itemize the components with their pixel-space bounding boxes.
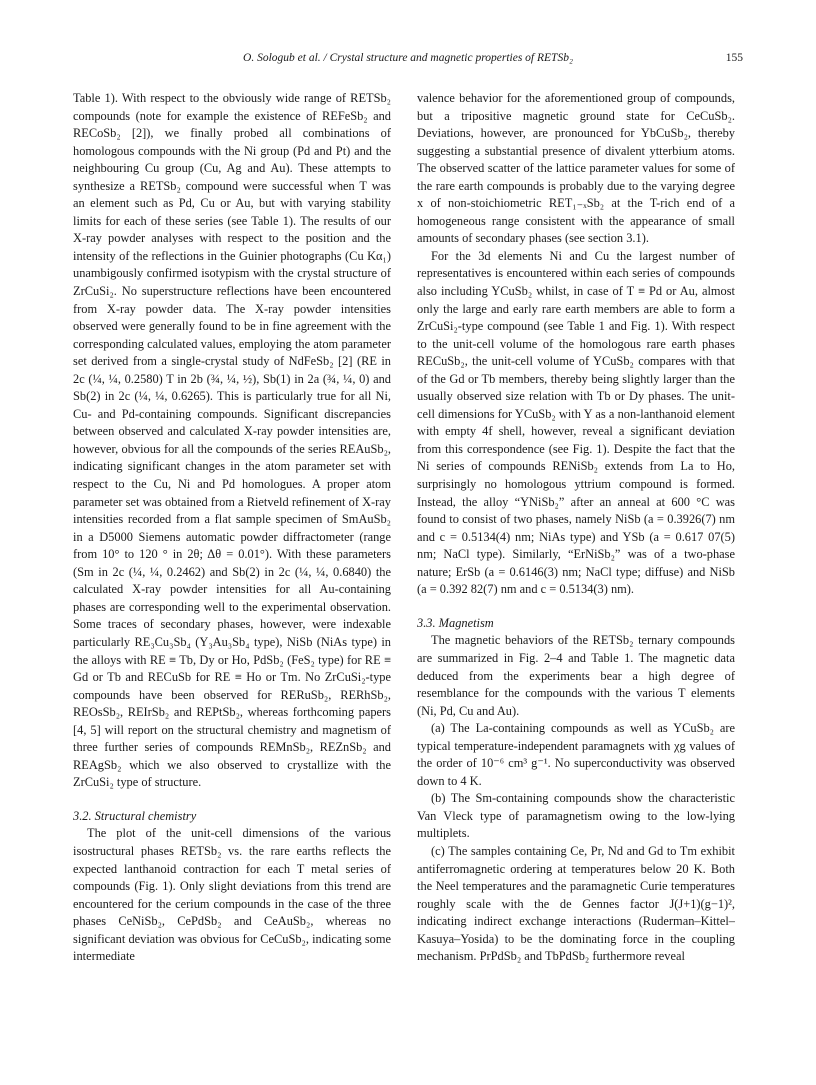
paragraph: valence behavior for the aforementioned group of compounds, but a tripositive magnetic ground state for CeCuSb₂. Deviations, however, are pronounced for YbCuSb₂, thereby suggesting a substantial presence of divalent ytterbium atoms. The observed scatter of the lattice parameter values for some of the rare earth compounds is probably due to the varying degree x of non-stoichiometric RET₁₋ₓSb₂ at the T-rich end of a homogeneous range consistent with the appearance of small amounts of secondary phases (see section 3.1). — [417, 91, 735, 246]
page-number: 155 — [725, 52, 743, 64]
paragraph: (b) The Sm-containing compounds show the characteristic Van Vleck type of paramagnetism owing to the low-lying multiplets. — [417, 791, 735, 841]
running-header — [73, 52, 743, 72]
paragraph: The magnetic behaviors of the RETSb₂ ternary compounds are summarized in Fig. 2–4 and Table 1. The magnetic data deduced from the experiments bear a high degree of resemblance for the compounds with the various T elements (Ni, Pd, Cu and Au). — [417, 633, 735, 718]
paragraph: For the 3d elements Ni and Cu the largest number of representatives is encountered within each series of compounds also including YCuSb₂ whilst, in case of T ≡ Pd or Au, almost only the large and early rare earth members are able to form a ZrCuSi₂-type compound (see Table 1 and Fig. 1). With respect to the unit-cell volume of the homologous rare earth phases RECuSb₂, the unit-cell volume of YCuSb₂ compares with that of the Gd or Tb members, thereby being slightly larger than the usually observed size relation with Tb or Dy phases. The unit-cell dimensions for YCuSb₂ with Y as a non-lanthanoid element with empty 4f shell, however, reveal a significant deviation from this correspondence (see Fig. 1). Despite the fact that the Ni series of compounds RENiSb₂ extends from La to Ho, surprisingly no homologous yttrium compound is formed. Instead, the alloy “YNiSb₂” after an anneal at 600 °C was found to consist of two phases, namely NiSb (a = 0.3926(7) nm and c = 0.5134(4) nm; NiAs type) and YSb (a = 0.617 07(5) nm; NaCl type). Similarly, “ErNiSb₂” was of a two-phase nature; ErSb (a = 0.6146(3) nm; NaCl type; diffuse) and NiSb (a = 0.392 82(7) nm and c = 0.5134(3) nm). — [417, 248, 735, 597]
paragraph: The plot of the unit-cell dimensions of the various isostructural phases RETSb₂ vs. the rare earths reflects the expected lanthanoid contraction for each T metal series of compounds (Fig. 1). Only slight deviations from this trend are encountered for the cerium compounds in the case of the three phases CeNiSb₂, CePdSb₂ and CeAuSb₂, whereas no significant deviation was obvious for CeCuSb₂, indicating some intermediate — [73, 826, 391, 964]
section-heading: 3.2. Structural chemistry — [73, 808, 197, 823]
paragraph: (c) The samples containing Ce, Pr, Nd and Gd to Tm exhibit antiferromagnetic ordering at temperatures below 20 K. Both the Neel temperatures and the paramagnetic Curie temperatures roughly scale with the de Gennes factor J(J+1)(g−1)², indicating indirect exchange interactions (Ruderman–Kittel–Kasuya–Yosida) to be the dominating force in the coupling mechanism. PrPdSb₂ and TbPdSb₂ furthermore reveal — [417, 843, 735, 964]
paragraph: (a) The La-containing compounds as well as YCuSb₂ are typical temperature-independent paramagnets with χg values of the order of 10⁻⁶ cm³ g⁻¹. No superconductivity was observed down to 4 K. — [417, 721, 735, 788]
section-heading: 3.3. Magnetism — [417, 615, 494, 630]
left-column — [73, 90, 391, 966]
running-title: O. Sologub et al. / Crystal structure and magnetic properties of RETSb₂ — [243, 52, 573, 64]
right-column — [417, 90, 735, 966]
paragraph: Table 1). With respect to the obviously wide range of RETSb₂ compounds (note for example the existence of REFeSb₂ and RECoSb₂ [2]), we finally probed all combinations of homologous compounds with the Ni group (Pd and Pt) and the neighbouring Cu group (Cu, Ag and Au). These attempts to synthesize a RETSb₂ compound were successful when T was an element such as Pd, Cu or Au, but with varying stability limits for each of these series (see Table 1). The results of our X-ray powder analyses with respect to the position and the intensity of the reflections in the Guinier photographs (Cu Kα₁) unambigously confirmed isotypism with the crystal structure of ZrCuSi₂. No superstructure reflections have been encountered from X-ray powder data. The X-ray powder intensities observed were generally found to be in fine agreement with the corresponding calculated values, employing the atom parameter set derived from a single-crystal study of NdFeSb₂ [2] (RE in 2c (¼, ¼, 0.2580) T in 2b (¾, ¼, ½), Sb(1) in 2a (¾, ¼, 0) and Sb(2) in 2c (¼, ¼, 0.6265). This is particularly true for all Ni, Cu- and Pd-containing compounds. Significant discrepancies between observed and calculated X-ray powder intensities are, however, obvious for all the compounds of the series REAuSb₂, indicating significant changes in the atom parameter set with respect to the Cu, Ni and Pd homologues. A proper atom parameter set was obtained from a Rietveld refinement of X-ray intensities recorded from a flat sample specimen of SmAuSb₂ in a D5000 Siemens automatic powder diffractometer (range from 10° to 120 ° in 2θ; Δθ = 0.01°). With these parameters (Sm in 2c (¼, ¼, 0.2462) and Sb(2) in 2c (¼, ¼, 0.6840) the calculated X-ray powder intensities for all Au-containing phases are corresponding well to the experimental observation. Some traces of secondary phases, however, were indexable particularly RE₃Cu₃Sb₄ (Y₃Au₃Sb₄ type), NiSb (NiAs type) in the alloys with RE ≡ Tb, Dy or Ho, PdSb₂ (FeS₂ type) for RE ≡ Gd or Tb and RECuSb for RE ≡ Ho or Tm. No ZrCuSi₂-type compounds have been observed for RERuSb₂, RERhSb₂, REOsSb₂, REIrSb₂ and REPtSb₂, whereas forthcoming papers [4, 5] will report on the structural chemistry and magnetism of three further series of compounds REMnSb₂, REZnSb₂ and REAgSb₂ which we also observed to crystallize with the ZrCuSi₂ type of structure. — [73, 91, 391, 790]
